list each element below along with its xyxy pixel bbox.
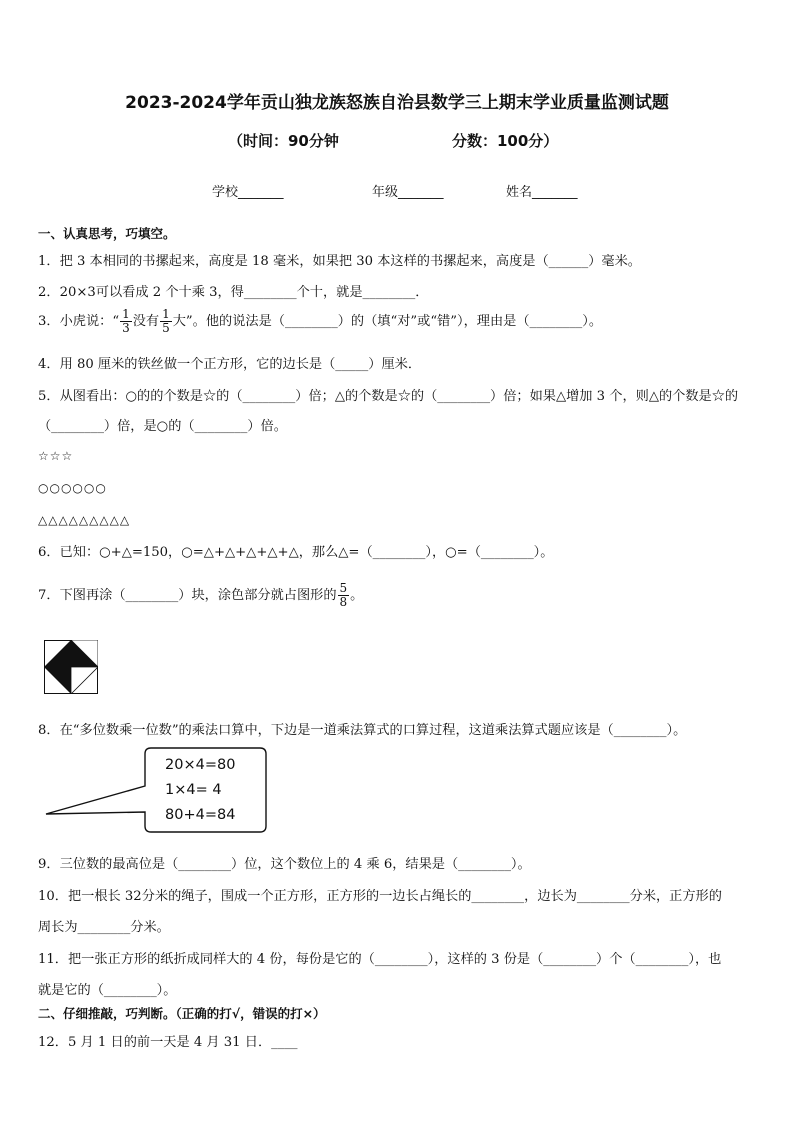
question-5-line-2: （________）倍，是○的（________）倍。 (38, 419, 287, 434)
circles-row: ○○○○○○ (38, 481, 107, 495)
page-title: 2023-2024学年贡山独龙族怒族自治县数学三上期末学业质量监测试题 (125, 93, 669, 113)
question-8: 8．在“多位数乘一位数”的乘法口算中，下边是一道乘法算式的口算过程，这道乘法算式题应该是（________）。 (38, 723, 687, 738)
time-info: （时间：90分钟 (228, 132, 339, 150)
fraction-five-eighths: $\frac{5}{8}$ (339, 581, 348, 609)
question-11-line-2: 就是它的（________）。 (38, 983, 177, 998)
q3-mid: 没有 (132, 314, 160, 329)
stars-row: ☆☆☆ (38, 449, 74, 463)
question-9: 9．三位数的最高位是（________）位，这个数位上的 4 乘 6，结果是（________）。 (38, 857, 531, 872)
section-2-heading: 二、仔细推敲，巧判断。（正确的打√，错误的打×） (38, 1006, 326, 1021)
question-10-line-2: 周长为________分米。 (38, 920, 170, 935)
school-field: 学校_______ (212, 185, 284, 200)
question-6: 6．已知：○+△=150，○=△+△+△+△+△，那么△=（________），○=（________）。 (38, 545, 554, 560)
calc-line-3: 80+4=84 (165, 807, 236, 823)
section-1-heading: 一、认真思考，巧填空。 (38, 226, 176, 241)
fraction-one-third: $\frac{1}{3}$ (122, 307, 130, 335)
question-7 (38, 582, 363, 609)
grade-field: 年级_______ (372, 185, 444, 200)
question-11-line-1: 11．把一张正方形的纸折成同样大的 4 份，每份是它的（________），这样的 3 份是（________）个（________），也 (38, 952, 722, 967)
question-1: 1．把 3 本相同的书摞起来，高度是 18 毫米，如果把 30 本这样的书摞起来，高度是（______）毫米。 (38, 254, 641, 269)
q7-end: 。 (350, 588, 364, 603)
question-12: 12．5 月 1 日的前一天是 4 月 31 日．____ (38, 1035, 298, 1050)
question-3 (38, 308, 602, 335)
fraction-one-fifth: $\frac{1}{5}$ (162, 307, 170, 335)
shaded-square-figure (44, 640, 98, 694)
triangles-row: △△△△△△△△△ (38, 513, 131, 527)
q3-suffix: 大”。他的说法是（________）的（填“对”或“错”），理由是（________）。 (172, 314, 603, 329)
score-info: 分数：100分） (452, 132, 559, 150)
question-2: 2．20×3可以看成 2 个十乘 3，得________个十，就是________． (38, 285, 429, 300)
question-10-line-1: 10．把一根长 32分米的绳子，围成一个正方形，正方形的一边长占绳长的________，边长为________分米，正方形的 (38, 889, 722, 904)
calc-line-1: 20×4=80 (165, 757, 236, 773)
name-field: 姓名_______ (506, 185, 578, 200)
question-5-line-1: 5．从图看出：○的的个数是☆的（________）倍；△的个数是☆的（________）倍；如果△增加 3 个，则△的个数是☆的 (38, 389, 739, 404)
q3-prefix: 3．小虎说：“ (38, 314, 120, 329)
calc-line-2: 1×4= 4 (165, 782, 222, 798)
question-4: 4．用 80 厘米的铁丝做一个正方形，它的边长是（_____）厘米． (38, 357, 422, 372)
speech-bubble (40, 746, 270, 836)
q7-text: 7．下图再涂（________）块，涂色部分就占图形的 (38, 588, 337, 603)
